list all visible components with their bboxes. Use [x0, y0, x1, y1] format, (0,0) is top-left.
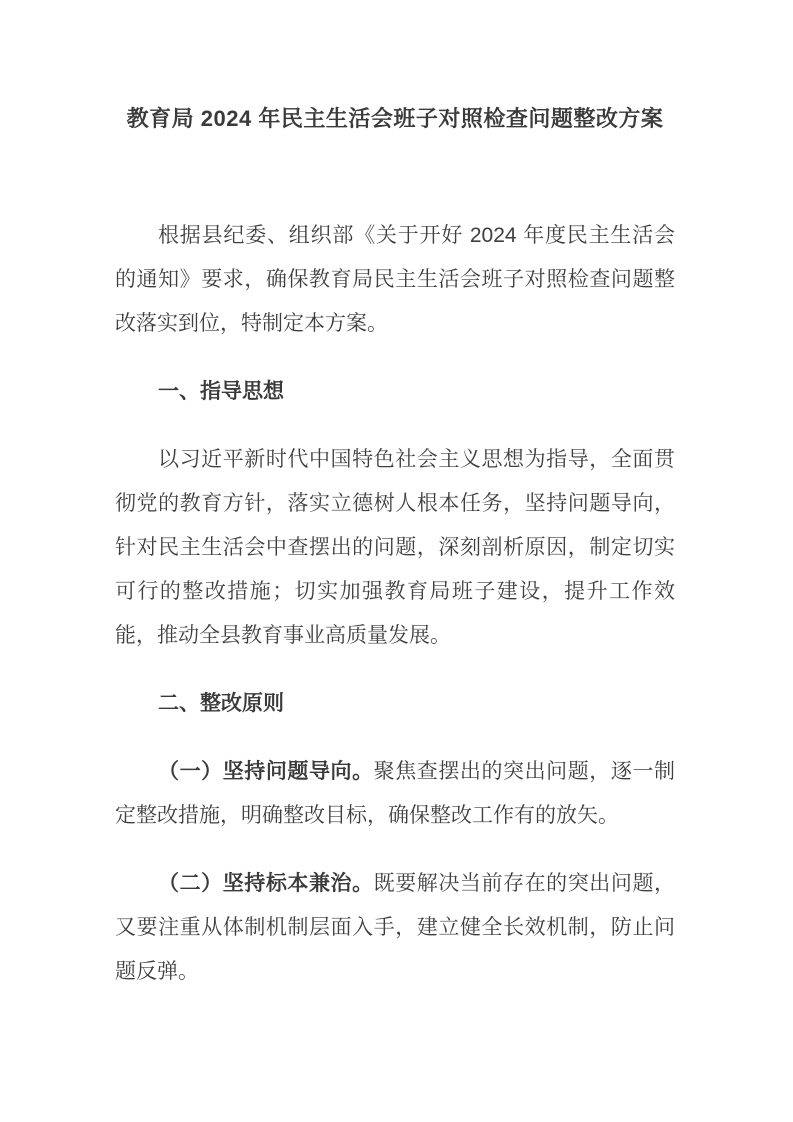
paragraph-text: 聚焦查摆出的突出问题，逐一制定整改措施，明确整改目标，确保整改工作有的放矢。	[115, 760, 676, 827]
section-heading-1: 一、指导思想	[158, 380, 284, 403]
section-2-paragraph-1	[115, 750, 675, 838]
section-heading-2: 二、整改原则	[158, 692, 284, 715]
section-2-paragraph-2	[115, 862, 675, 994]
paragraph-lead: （一）坚持问题导向。	[158, 760, 374, 783]
document-title: 教育局 2024 年民主生活会班子对照检查问题整改方案	[126, 106, 664, 131]
section-1-paragraph: 以习近平新时代中国特色社会主义思想为指导，全面贯彻党的教育方针，落实立德树人根本任务，坚持问题导向，针对民主生活会中查摆出的问题，深刻剖析原因，制定切实可行的整改措施；切实加强教育局班子建设，提升工作效能，推动全县教育事业高质量发展。	[115, 448, 675, 647]
intro-paragraph: 根据县纪委、组织部《关于开好 2024 年度民主生活会的通知》要求，确保教育局民主生活会班子对照检查问题整改落实到位，特制定本方案。	[115, 224, 675, 335]
paragraph-text: 既要解决当前存在的突出问题，又要注重从体制机制层面入手，建立健全长效机制，防止问题反弹。	[115, 872, 676, 983]
paragraph-lead: （二）坚持标本兼治。	[158, 872, 374, 895]
